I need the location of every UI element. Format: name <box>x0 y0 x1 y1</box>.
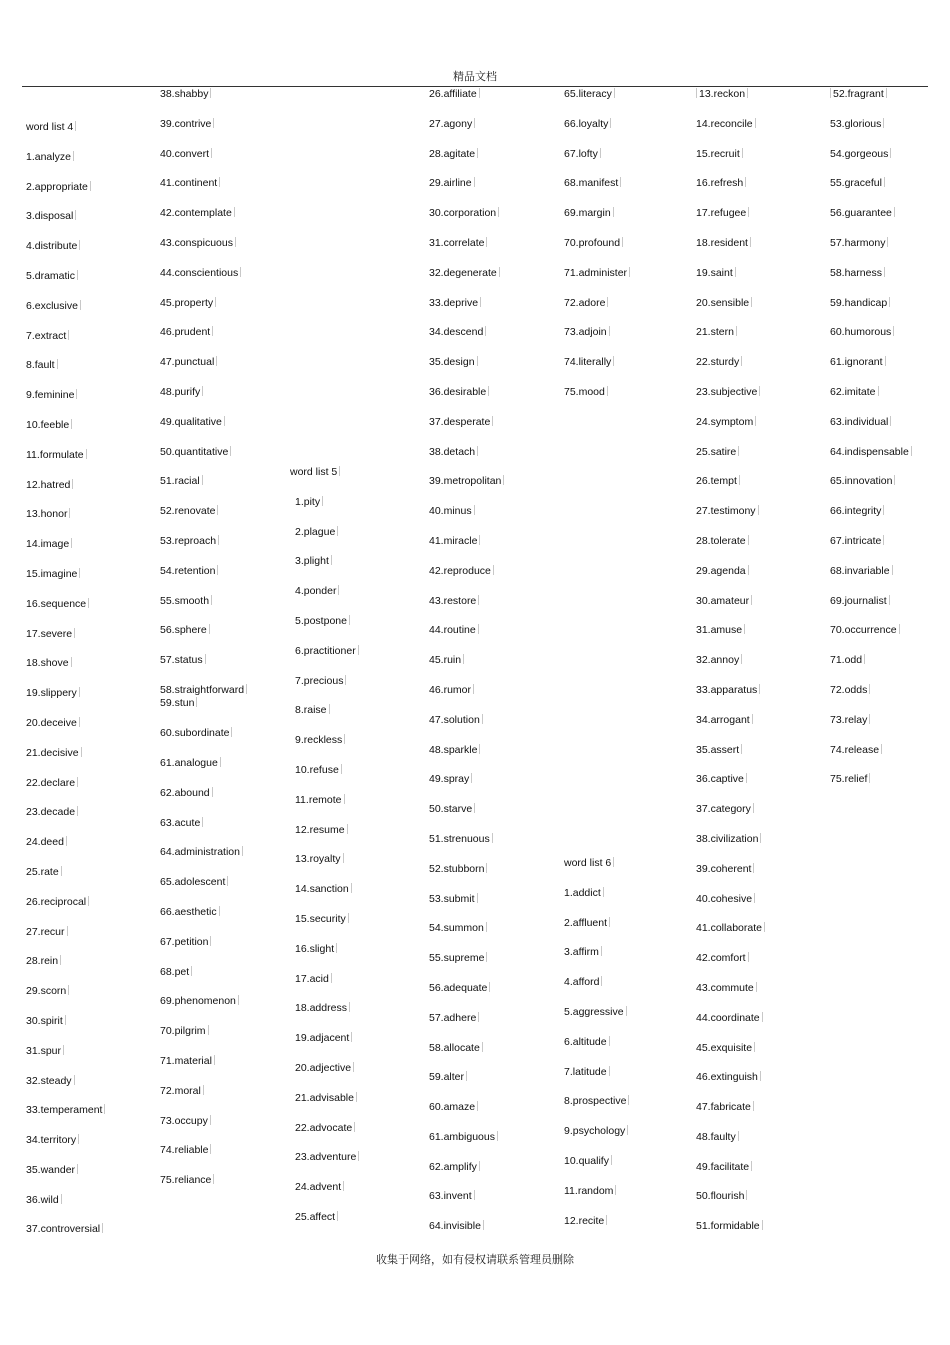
word-item: 17.severe <box>26 628 105 638</box>
word-item: 22.advocate <box>290 1122 359 1132</box>
word-item: 36.desirable <box>429 386 504 396</box>
word-item: 73.adjoin <box>564 326 630 336</box>
word-item: 29.scorn <box>26 985 105 995</box>
word-item: 6.altitude <box>564 1036 629 1046</box>
header-rule <box>22 86 928 87</box>
word-item: 13.reckon <box>696 88 765 98</box>
word-item: 53.glorious <box>830 118 912 128</box>
word-item: 59.handicap <box>830 297 912 307</box>
word-item: 8.prospective <box>564 1095 629 1105</box>
word-item: 18.address <box>290 1002 359 1012</box>
word-item: 26.tempt <box>696 475 765 485</box>
page-header: 精品文档 <box>453 70 497 83</box>
word-item: 69.journalist <box>830 595 912 605</box>
word-item: 17.acid <box>290 973 359 983</box>
word-item: 50.starve <box>429 803 504 813</box>
word-item: 56.guarantee <box>830 207 912 217</box>
word-item: 71.odd <box>830 654 912 664</box>
word-item: 58.allocate <box>429 1042 504 1052</box>
word-item: 26.reciprocal <box>26 896 105 906</box>
word-item: 66.integrity <box>830 505 912 515</box>
word-item: 53.reproach <box>160 535 247 545</box>
word-item: 7.extract <box>26 330 105 340</box>
word-item: 56.sphere <box>160 624 247 634</box>
word-item: 61.ignorant <box>830 356 912 366</box>
word-item: 62.imitate <box>830 386 912 396</box>
word-item: 29.agenda <box>696 565 765 575</box>
word-item: 49.qualitative <box>160 416 247 426</box>
word-item: 64.indispensable <box>830 446 912 456</box>
word-item: 5.dramatic <box>26 270 105 280</box>
word-item: 68.pet <box>160 966 247 976</box>
word-item: 47.fabricate <box>696 1101 765 1111</box>
word-item: 5.postpone <box>290 615 359 625</box>
word-item: 55.smooth <box>160 595 247 605</box>
word-item: 60.amaze <box>429 1101 504 1111</box>
word-item: 2.appropriate <box>26 181 105 191</box>
word-item: 52.fragrant <box>830 88 912 98</box>
word-item: 60.subordinate <box>160 727 247 737</box>
word-item: 71.material <box>160 1055 247 1065</box>
word-item: 67.petition <box>160 936 247 946</box>
word-item: 44.routine <box>429 624 504 634</box>
word-item: 72.odds <box>830 684 912 694</box>
word-item: 69.margin <box>564 207 630 217</box>
word-item: 62.abound <box>160 787 247 797</box>
word-item: 70.pilgrim <box>160 1025 247 1035</box>
word-item: 40.minus <box>429 505 504 515</box>
word-item: 2.affluent <box>564 917 629 927</box>
word-item: 19.adjacent <box>290 1032 359 1042</box>
word-item: 18.resident <box>696 237 765 247</box>
word-item: 35.design <box>429 356 504 366</box>
word-item: 32.steady <box>26 1075 105 1085</box>
word-item: 69.phenomenon <box>160 995 247 1005</box>
word-item: 44.conscientious <box>160 267 247 277</box>
word-item: 23.subjective <box>696 386 765 396</box>
word-item: 50.quantitative <box>160 446 247 456</box>
word-item: 26.affiliate <box>429 88 504 98</box>
word-item: 5.aggressive <box>564 1006 629 1016</box>
word-item: 12.recite <box>564 1215 629 1225</box>
word-item: 46.prudent <box>160 326 247 336</box>
word-item: 48.faulty <box>696 1131 765 1141</box>
word-item: 38.civilization <box>696 833 765 843</box>
word-item: 8.fault <box>26 359 105 369</box>
word-item: 16.refresh <box>696 177 765 187</box>
word-item: 3.plight <box>290 555 359 565</box>
word-item: 72.adore <box>564 297 630 307</box>
word-item: 59.stun <box>160 697 247 707</box>
word-item: 63.invent <box>429 1190 504 1200</box>
word-item: 59.alter <box>429 1071 504 1081</box>
word-item: 40.convert <box>160 148 247 158</box>
word-item: 43.commute <box>696 982 765 992</box>
word-item: 15.recruit <box>696 148 765 158</box>
word-column-6 <box>696 88 765 1250</box>
word-item: 75.reliance <box>160 1174 247 1184</box>
word-column-1 <box>26 121 105 1253</box>
word-item: 14.reconcile <box>696 118 765 128</box>
word-item: 68.invariable <box>830 565 912 575</box>
word-item: 2.plague <box>290 526 359 536</box>
word-item: 36.wild <box>26 1194 105 1204</box>
word-item: 33.temperament <box>26 1104 105 1114</box>
word-item: 29.airline <box>429 177 504 187</box>
word-item: 39.metropolitan <box>429 475 504 485</box>
word-item: 16.sequence <box>26 598 105 608</box>
word-item: 25.satire <box>696 446 765 456</box>
word-item: 70.occurrence <box>830 624 912 634</box>
word-item: 45.exquisite <box>696 1042 765 1052</box>
word-item: 31.amuse <box>696 624 765 634</box>
word-item: 42.contemplate <box>160 207 247 217</box>
word-item: 66.loyalty <box>564 118 630 128</box>
word-item: 11.random <box>564 1185 629 1195</box>
word-item: 10.refuse <box>290 764 359 774</box>
word-item: 43.conspicuous <box>160 237 247 247</box>
word-item: 18.shove <box>26 657 105 667</box>
word-item: 61.ambiguous <box>429 1131 504 1141</box>
word-item: 27.testimony <box>696 505 765 515</box>
word-item: 13.honor <box>26 508 105 518</box>
word-item: 14.sanction <box>290 883 359 893</box>
word-item: 7.latitude <box>564 1066 629 1076</box>
word-item: 74.reliable <box>160 1144 247 1154</box>
word-item: 52.renovate <box>160 505 247 515</box>
word-item: 47.solution <box>429 714 504 724</box>
word-item: 28.rein <box>26 955 105 965</box>
word-item: 15.imagine <box>26 568 105 578</box>
word-item: 28.tolerate <box>696 535 765 545</box>
word-item: 24.advent <box>290 1181 359 1191</box>
word-item: 9.reckless <box>290 734 359 744</box>
word-item: 3.disposal <box>26 210 105 220</box>
word-item: 19.saint <box>696 267 765 277</box>
word-item: 11.formulate <box>26 449 105 459</box>
word-column-4 <box>429 88 504 1250</box>
word-item: 74.literally <box>564 356 630 366</box>
word-item: 1.addict <box>564 887 629 897</box>
word-item: 24.symptom <box>696 416 765 426</box>
word-item: 39.coherent <box>696 863 765 873</box>
word-item: 21.advisable <box>290 1092 359 1102</box>
word-item: 37.desperate <box>429 416 504 426</box>
word-item: 61.analogue <box>160 757 247 767</box>
word-column-7 <box>830 88 912 803</box>
word-item: 73.occupy <box>160 1115 247 1125</box>
word-item: 43.restore <box>429 595 504 605</box>
word-item: 41.continent <box>160 177 247 187</box>
word-item: 16.slight <box>290 943 359 953</box>
word-item: 41.collaborate <box>696 922 765 932</box>
word-item: 34.arrogant <box>696 714 765 724</box>
word-item: 4.distribute <box>26 240 105 250</box>
word-item: 52.stubborn <box>429 863 504 873</box>
word-item: 39.contrive <box>160 118 247 128</box>
word-item: 13.royalty <box>290 853 359 863</box>
word-item: 55.supreme <box>429 952 504 962</box>
word-item: 7.precious <box>290 675 359 685</box>
word-item: 20.sensible <box>696 297 765 307</box>
word-item: 23.adventure <box>290 1151 359 1161</box>
word-item: 57.status <box>160 654 247 664</box>
page-footer: 收集于网络，如有侵权请联系管理员删除 <box>376 1253 574 1266</box>
word-item: 38.detach <box>429 446 504 456</box>
word-item: 31.correlate <box>429 237 504 247</box>
word-item: 15.security <box>290 913 359 923</box>
word-item: 66.aesthetic <box>160 906 247 916</box>
word-item: 34.territory <box>26 1134 105 1144</box>
word-item: 12.resume <box>290 824 359 834</box>
word-item: 37.category <box>696 803 765 813</box>
word-item: 25.affect <box>290 1211 359 1221</box>
word-item: 45.property <box>160 297 247 307</box>
word-item: 75.mood <box>564 386 630 396</box>
word-item: 44.coordinate <box>696 1012 765 1022</box>
word-item: 32.degenerate <box>429 267 504 277</box>
word-item: 63.individual <box>830 416 912 426</box>
word-item: 35.assert <box>696 744 765 754</box>
word-item: 22.sturdy <box>696 356 765 366</box>
word-item: 31.spur <box>26 1045 105 1055</box>
word-item: 46.extinguish <box>696 1071 765 1081</box>
word-item: 3.affirm <box>564 946 629 956</box>
word-item: 41.miracle <box>429 535 504 545</box>
word-column-2 <box>160 88 247 1204</box>
word-item: 64.administration <box>160 846 247 856</box>
word-item: 63.acute <box>160 817 247 827</box>
word-item: 30.spirit <box>26 1015 105 1025</box>
word-item: 67.intricate <box>830 535 912 545</box>
word-item: 46.rumor <box>429 684 504 694</box>
word-item: 24.deed <box>26 836 105 846</box>
word-item: 25.rate <box>26 866 105 876</box>
word-item: 20.adjective <box>290 1062 359 1072</box>
word-item: 21.stern <box>696 326 765 336</box>
word-item: 54.summon <box>429 922 504 932</box>
word-item: 10.feeble <box>26 419 105 429</box>
word-item: 73.relay <box>830 714 912 724</box>
word-item: 51.strenuous <box>429 833 504 843</box>
word-item: 21.decisive <box>26 747 105 757</box>
word-item: 10.qualify <box>564 1155 629 1165</box>
word-item: 1.pity <box>290 496 359 506</box>
word-column-3 <box>290 466 359 1241</box>
word-item: 14.image <box>26 538 105 548</box>
word-item: word list 6 <box>564 857 629 867</box>
word-item: 53.submit <box>429 893 504 903</box>
word-item: 67.lofty <box>564 148 630 158</box>
word-item: 62.amplify <box>429 1161 504 1171</box>
word-item: 58.straightforward <box>160 684 247 694</box>
word-item: 74.release <box>830 744 912 754</box>
word-item: 33.apparatus <box>696 684 765 694</box>
word-item: 36.captive <box>696 773 765 783</box>
word-item: 54.retention <box>160 565 247 575</box>
word-column-5-bottom <box>564 857 629 1244</box>
word-item: 9.feminine <box>26 389 105 399</box>
word-item: 17.refugee <box>696 207 765 217</box>
word-item: 11.remote <box>290 794 359 804</box>
word-item: 35.wander <box>26 1164 105 1174</box>
word-item: 30.corporation <box>429 207 504 217</box>
word-item: 70.profound <box>564 237 630 247</box>
word-item: 54.gorgeous <box>830 148 912 158</box>
word-item: word list 4 <box>26 121 105 131</box>
word-item: 58.harness <box>830 267 912 277</box>
word-item: 71.administer <box>564 267 630 277</box>
word-item: 32.annoy <box>696 654 765 664</box>
word-item: 6.exclusive <box>26 300 105 310</box>
word-item: 9.psychology <box>564 1125 629 1135</box>
word-item: 75.relief <box>830 773 912 783</box>
word-item: 48.purify <box>160 386 247 396</box>
word-item: 51.racial <box>160 475 247 485</box>
word-item: 64.invisible <box>429 1220 504 1230</box>
word-item: 65.literacy <box>564 88 630 98</box>
word-item: 42.reproduce <box>429 565 504 575</box>
word-item: 56.adequate <box>429 982 504 992</box>
word-item: 27.agony <box>429 118 504 128</box>
word-item: 12.hatred <box>26 479 105 489</box>
word-item: 49.spray <box>429 773 504 783</box>
word-item: 57.harmony <box>830 237 912 247</box>
word-item: 49.facilitate <box>696 1161 765 1171</box>
word-item: 65.adolescent <box>160 876 247 886</box>
word-item: 34.descend <box>429 326 504 336</box>
word-item: 4.ponder <box>290 585 359 595</box>
word-item: 8.raise <box>290 704 359 714</box>
word-item: 20.deceive <box>26 717 105 727</box>
word-item: 6.practitioner <box>290 645 359 655</box>
word-item: 4.afford <box>564 976 629 986</box>
word-item: 23.decade <box>26 806 105 816</box>
word-item: 65.innovation <box>830 475 912 485</box>
word-item: 22.declare <box>26 777 105 787</box>
word-item: 50.flourish <box>696 1190 765 1200</box>
word-item: 45.ruin <box>429 654 504 664</box>
word-item: 57.adhere <box>429 1012 504 1022</box>
word-item: 68.manifest <box>564 177 630 187</box>
word-item: 28.agitate <box>429 148 504 158</box>
word-item: 30.amateur <box>696 595 765 605</box>
word-item: 48.sparkle <box>429 744 504 754</box>
word-item: 40.cohesive <box>696 893 765 903</box>
word-item: 1.analyze <box>26 151 105 161</box>
word-item: 42.comfort <box>696 952 765 962</box>
word-item: 19.slippery <box>26 687 105 697</box>
word-item: 38.shabby <box>160 88 247 98</box>
word-item: 60.humorous <box>830 326 912 336</box>
word-item: 55.graceful <box>830 177 912 187</box>
word-item: word list 5 <box>290 466 359 476</box>
word-item: 51.formidable <box>696 1220 765 1230</box>
word-item: 72.moral <box>160 1085 247 1095</box>
word-item: 33.deprive <box>429 297 504 307</box>
word-item: 37.controversial <box>26 1223 105 1233</box>
word-item: 27.recur <box>26 926 105 936</box>
word-item: 47.punctual <box>160 356 247 366</box>
word-column-5-top <box>564 88 630 416</box>
